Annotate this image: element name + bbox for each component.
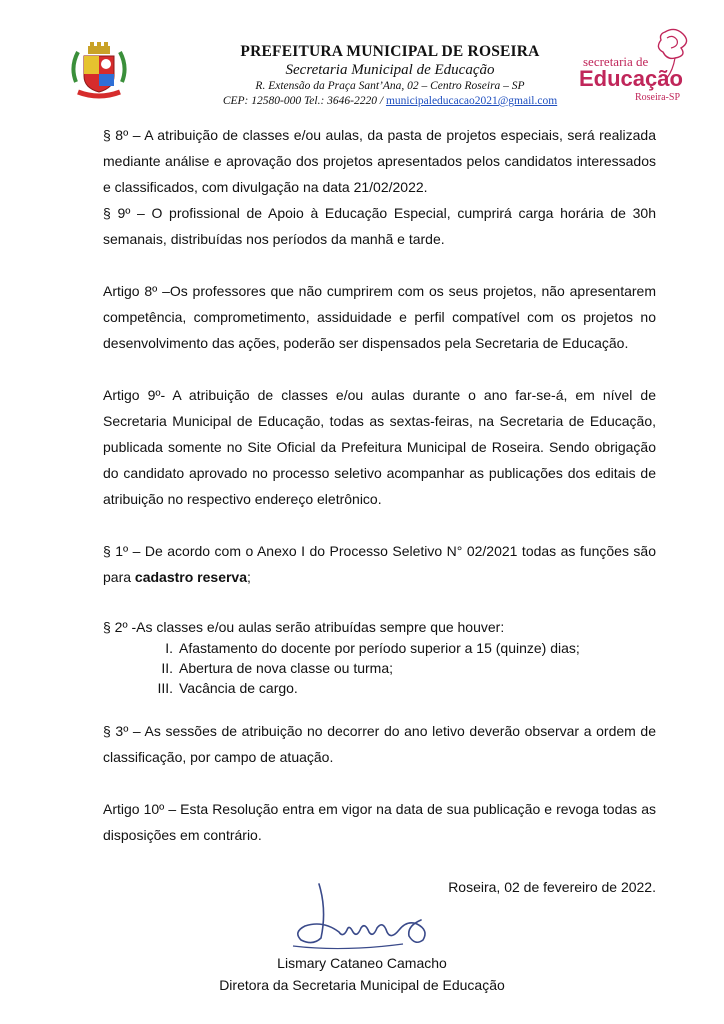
paragraph-1 [103,538,656,590]
article-8: Artigo 8º –Os professores que não cumprirem com os seus projetos, não apresentarem competência, comprometimento, assiduidade e perfil compatível com os projetos no desenvolvimento das ações, poderão ser dispensados pela Secretaria de Educação. [103,283,656,351]
logo-line2: Educação [579,66,683,91]
contact-line [200,94,580,109]
date-line: Roseira, 02 de fevereiro de 2022. [448,879,656,895]
paragraph-9: § 9º – O profissional de Apoio à Educação Especial, cumprirá carga horária de 30h semanais, distribuídas nos períodos da manhã e tarde. [103,205,656,247]
paragraph-1-bold: cadastro reserva [134,569,247,585]
article-10: Artigo 10º – Esta Resolução entra em vigor na data de sua publicação e revoga todas as disposições em contrário. [103,801,656,843]
logo-line3: Roseira-SP [635,92,680,103]
signer-role: Diretora da Secretaria Municipal de Educação [219,977,505,993]
address: R. Extensão da Praça Sant’Ana, 02 – Centro Roseira – SP [255,80,525,92]
list-item-text: Vacância de cargo. [179,680,298,696]
conditions-list [103,638,656,698]
logo-line1: secretaria de [583,54,649,69]
municipality-title: PREFEITURA MUNICIPAL DE ROSEIRA [240,43,540,60]
email-link[interactable]: municipaleducacao2021@gmail.com [385,95,558,107]
article-9: Artigo 9º- A atribuição de classes e/ou aulas durante o ano far-se-á, em nível de Secretaria Municipal de Educação, todas as sextas-feiras, na Secretaria de Educação, publicada somente no Site Oficial da Prefeitura Municipal de Roseira. Sendo obrigação do candidato aprovado no processo seletivo acompanhar as publicações dos editais de atribuição no respectivo endereço eletrônico. [103,387,656,507]
letterhead-text [200,42,580,109]
contact-info: CEP: 12580-000 Tel.: 3646-2220 / [222,95,386,107]
paragraph-3: § 3º – As sessões de atribuição no decorrer do ano letivo deverão observar a ordem de classificação, por campo de atuação. [103,723,656,765]
list-item [103,678,656,698]
paragraph-1-end: ; [247,569,251,585]
municipal-crest-icon [68,42,130,102]
list-item-text: Afastamento do docente por período superior a 15 (quinze) dias; [179,640,580,656]
paragraph-2: § 2º -As classes e/ou aulas serão atribuídas sempre que houver: [103,619,505,635]
paragraph-1-text: § 1º – De acordo com o Anexo I do Processo Seletivo N° 02/2021 todas as funções são para [103,543,656,585]
list-item [103,638,656,658]
list-item [103,658,656,678]
handwritten-signature [283,880,443,955]
paragraph-8: § 8º – A atribuição de classes e/ou aulas, da pasta de projetos especiais, será realizada mediante análise e aprovação dos projetos apresentados pelos candidatos interessados e classificados, com divulgação na data 21/02/2022. [103,127,656,195]
list-item-number: I. [165,640,173,656]
list-item-text: Abertura de nova classe ou turma; [179,660,394,676]
list-item-number: II. [161,660,173,676]
education-department-logo [575,26,697,106]
document-body [103,122,656,900]
letterhead [0,0,724,115]
department-subtitle: Secretaria Municipal de Educação [285,62,495,78]
signer-name: Lismary Cataneo Camacho [277,955,447,971]
list-item-number: III. [157,680,173,696]
